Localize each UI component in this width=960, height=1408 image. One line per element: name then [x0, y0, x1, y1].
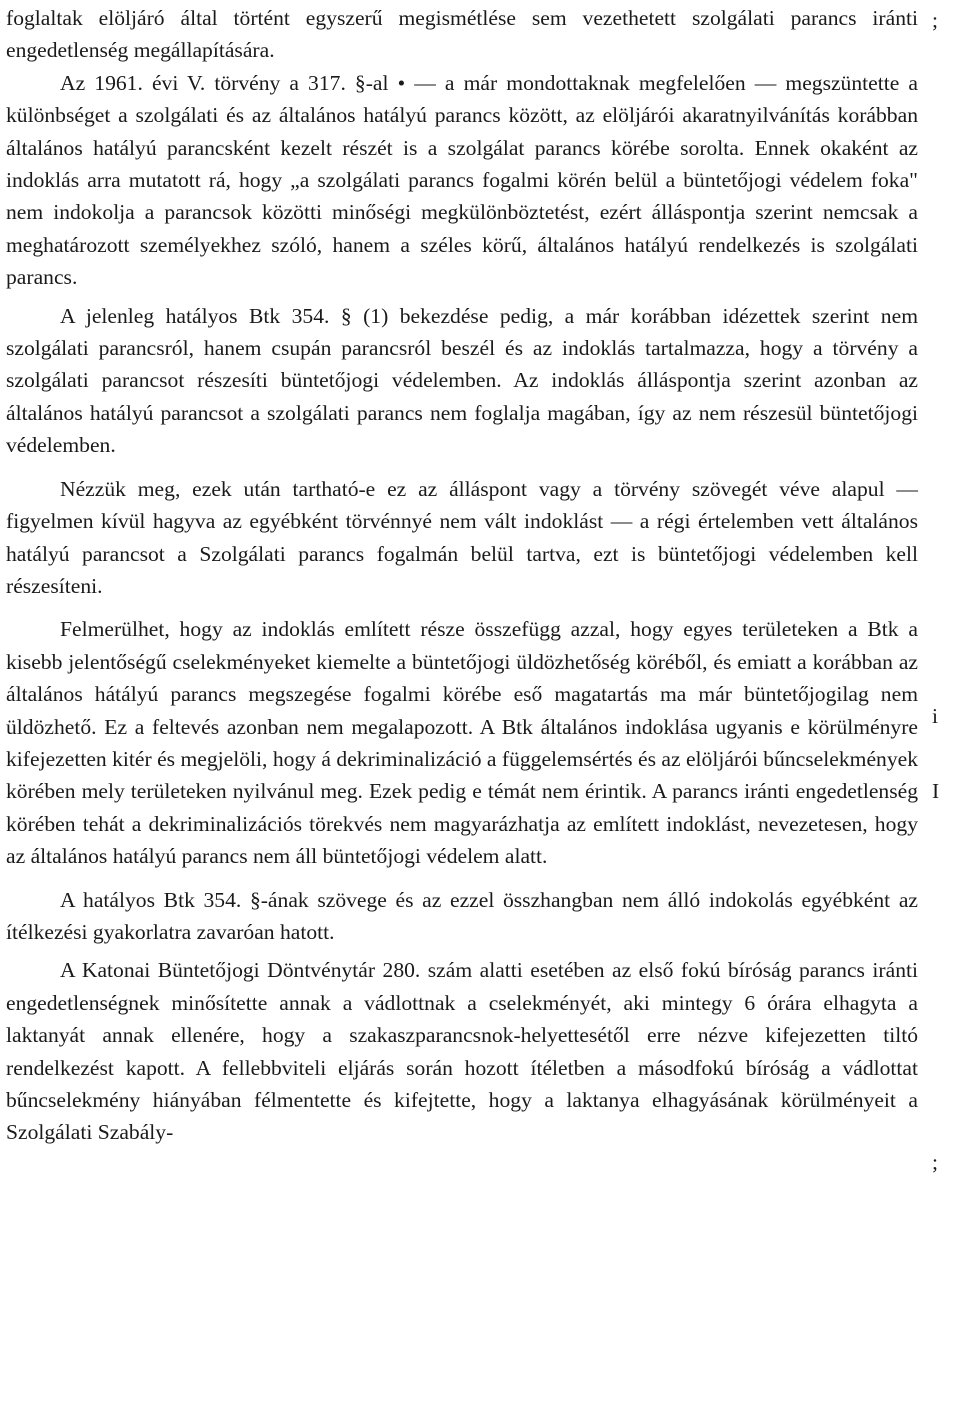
paragraph-1: foglaltak elöljáró által történt egyszerű megismétlése sem vezethetett szolgálati parancs iránti engedetlenség megállapítására.: [6, 6, 918, 63]
margin-mark-semicolon: ;: [932, 1150, 938, 1174]
margin-mark-i: i: [932, 704, 938, 728]
paragraph-4: Nézzük meg, ezek után tartható-e ez az álláspont vagy a törvény szövegét véve alapul — figyelmen kívül hagyva az egyébként törvénnyé nem vált indoklást — a régi értelemben vett általános hatályú parancsot a Szolgálati parancs fogalmán belül tartva, ezt is büntetőjogi védelemben kell részesíteni.: [6, 476, 918, 598]
paragraph-3: A jelenleg hatályos Btk 354. § (1) bekezdése pedig, a már korábban idézettek szerint nem szolgálati parancsról, hanem csupán parancsról beszél és az indoklás tartalmazza, hogy a törvény a szolgálati parancsot részesíti büntetőjogi védelemben. Az indoklás álláspontja szerint azonban az általános hatályú parancsot a szolgálati parancs nem foglalja magában, így az nem részesül büntetőjogi védelemben.: [6, 303, 918, 458]
margin-marks: [932, 0, 960, 1408]
paragraph-5: Felmerülhet, hogy az indoklás említett része összefügg azzal, hogy egyes területeken a Btk a kisebb jelentőségű cselekményeket kiemelte a büntetőjogi üldözhetőség köréből, és emiatt a korábban az általános hátályú parancs megszegése fogalmi körébe eső magatartás ma már büntetőjogilag nem üldözhető. Ez a feltevés azonban nem megalapozott. A Btk általános indoklása ugyanis e körülményre kifejezetten kitér és megjelöli, hogy á dekriminalizáció a függelemsértés és az elöljárói bűncselekmények körében mely területeken nyilvánul meg. Ezek pedig e témát nem érintik. A parancs iránti engedetlenség körében tehát a dekriminalizációs törekvés nem magyarázhatja az említett indoklást, nevezetesen, hogy az általános hatályú parancs nem áll büntetőjogi védelem alatt.: [6, 617, 918, 869]
paragraph-2: Az 1961. évi V. törvény a 317. §-al • — a már mondottaknak megfelelően — megszüntette a különbséget a szolgálati és az általános hatályú parancs között, az elöljárói akaratnyilvánítás korábban általános hatályú parancsként kezelt részét is a szolgálat parancs körébe sorolta. Ennek okaként az indoklás arra mutatott rá, hogy „a szolgálati parancs fogalmi körén belül a büntetőjogi védelem foka" nem indokolja a parancsok közötti minőségi megkülönböztetést, ezért álláspontja szerint nemcsak a meghatározott személyekhez szóló, hanem a széles körű, általános hatályú rendelkezés is szolgálati parancs.: [6, 70, 918, 290]
paragraph-7: A Katonai Büntetőjogi Döntvénytár 280. szám alatti esetében az első fokú bíróság parancs iránti engedetlenségnek minősítette annak a vádlottnak a cselekményét, aki mintegy 6 órára elhagyta a laktanyát annak ellenére, hogy a szakaszparancsnok-helyettesétől erre nézve kifejezetten tiltó rendelkezést kapott. A fellebbviteli eljárás során hozott ítéletben a másodfokú bíróság a vádlottat bűncselekmény hiányában félmentette és kifejtette, hogy a laktanya elhagyásának körülményeit a Szolgálati Szabály-: [6, 958, 918, 1145]
document-page: [6, 2, 918, 1149]
paragraph-6: A hatályos Btk 354. §-ának szövege és az ezzel összhangban nem álló indokolás egyébként az ítélkezési gyakorlatra zavaróan hatott.: [6, 887, 918, 944]
margin-mark-semicolon: ;: [932, 8, 938, 32]
margin-mark-capital-i: I: [932, 779, 940, 803]
